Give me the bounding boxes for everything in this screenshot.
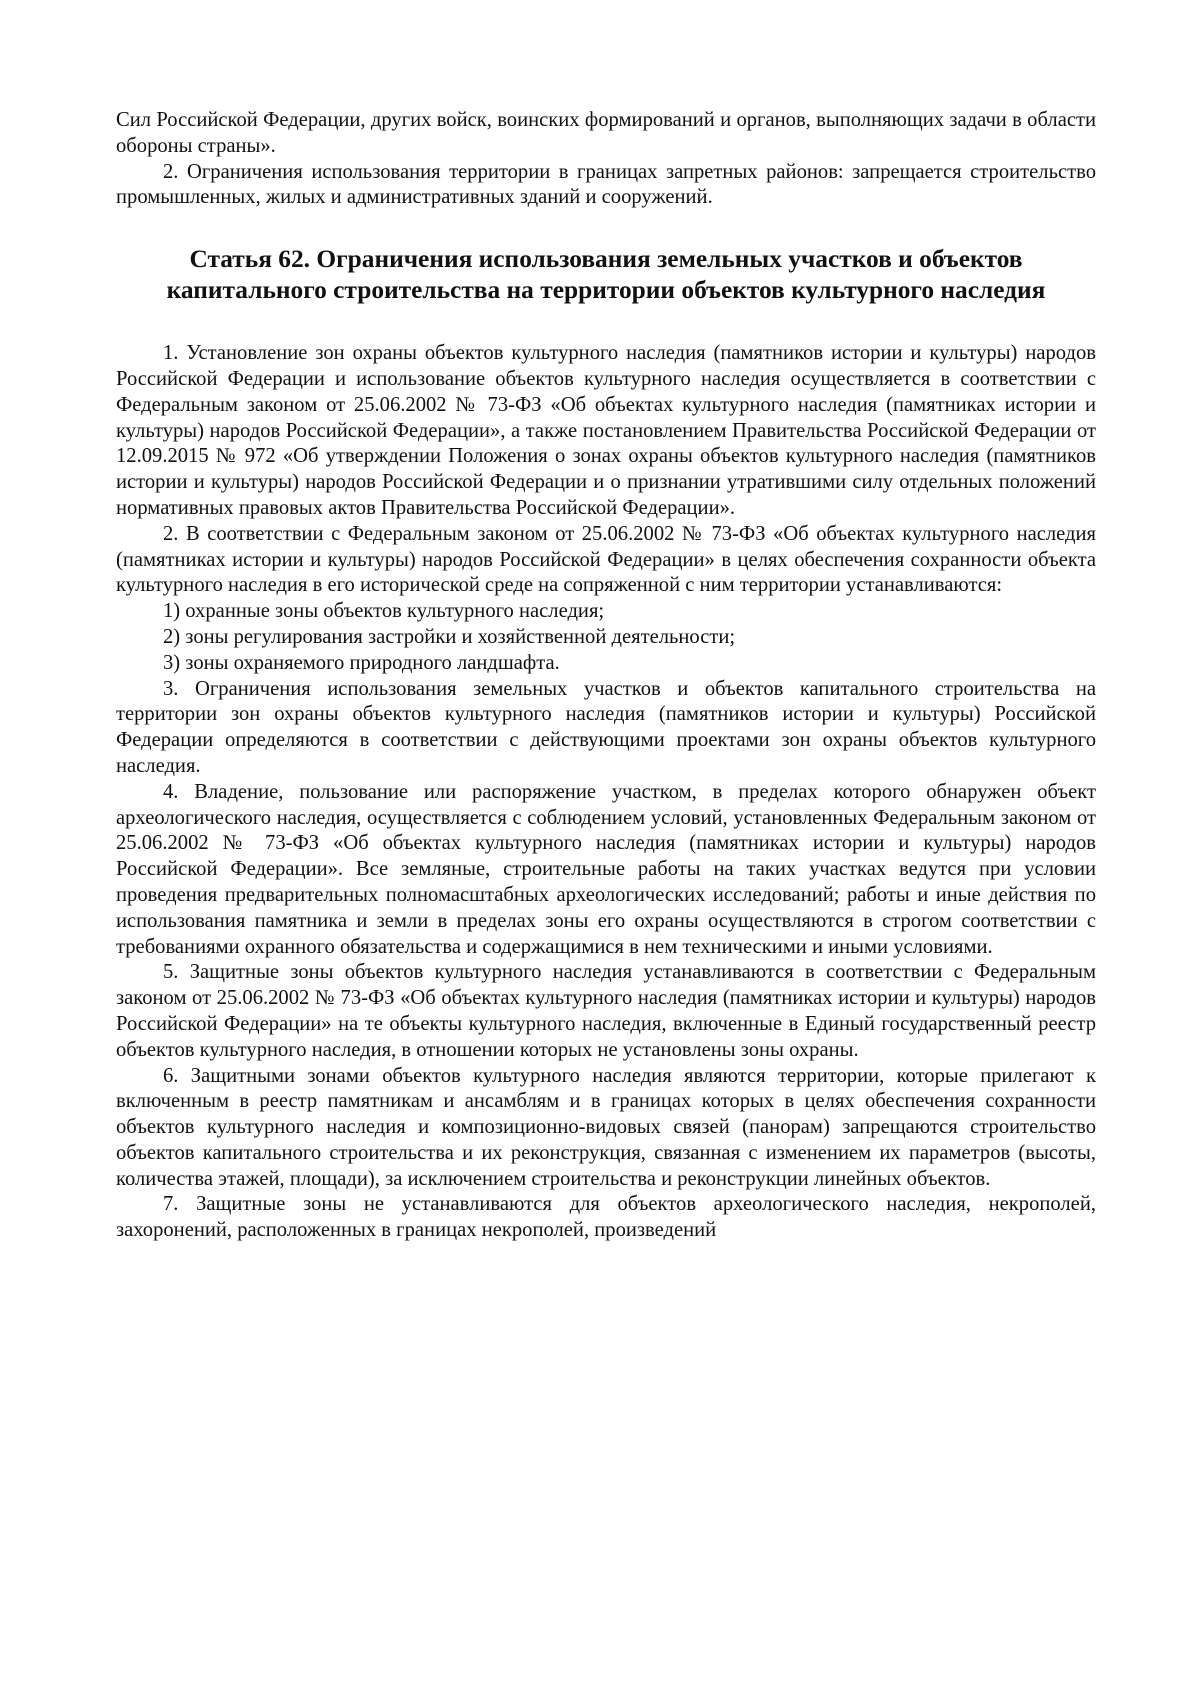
article-list-item-3: 3) зоны охраняемого природного ландшафта. (163, 651, 560, 674)
article-paragraph-5: 5. Защитные зоны объектов культурного наследия устанавливаются в соответствии с Федеральным законом от 25.06.2002 № 73-ФЗ «Об объектах культурного наследия (памятниках истории и культуры) народов Российской Федерации» на те объекты культурного наследия, включенные в Единый государственный реестр объектов культурного наследия, в отношении которых не установлены зоны охраны. (116, 961, 1096, 1061)
article-list-item-2: 2) зоны регулирования застройки и хозяйственной деятельности; (163, 625, 736, 648)
intro-item-2: 2. Ограничения использования территории в границах запретных районов: запрещается строительство промышленных, жилых и административных зданий и сооружений. (116, 160, 1096, 209)
article-paragraph-4: 4. Владение, пользование или распоряжение участком, в пределах которого обнаружен объект археологического наследия, осуществляется с соблюдением условий, установленных Федеральным законом от 25.06.2002 № 73-ФЗ «Об объектах культурного наследия (памятниках истории и культуры) народов Российской Федерации». Все земляные, строительные работы на таких участках ведутся при условии проведения предварительных полномасштабных археологических исследований; работы и иные действия по использования памятника и земли в пределах зоны его охраны осуществляются в строгом соответствии с требованиями охранного обязательства и содержащимися в нем техническими и иными условиями. (116, 780, 1096, 958)
article-title: Статья 62. Ограничения использования земельных участков и объектов капитального строительства на территории объектов культурного наследия (166, 245, 1046, 305)
intro-continuation: Сил Российской Федерации, других войск, воинских формирований и органов, выполняющих задачи в области обороны страны». (116, 109, 1096, 157)
article-paragraph-7: 7. Защитные зоны не устанавливаются для объектов археологического наследия, некрополей, захоронений, расположенных в границах некрополей, произведений (116, 1193, 1096, 1242)
article-paragraph-3: 3. Ограничения использования земельных участков и объектов капитального строительства на территории зон охраны объектов культурного наследия (памятников истории и культуры) Российской Федерации определяются в соответствии с действующими проектами зон охраны объектов культурного наследия. (116, 677, 1096, 777)
document-page (116, 108, 1096, 1244)
article-paragraph-6: 6. Защитными зонами объектов культурного наследия являются территории, которые прилегают к включенным в реестр памятникам и ансамблям и в границах которых в целях обеспечения сохранности объектов культурного наследия и композиционно-видовых связей (панорам) запрещаются строительство объектов капитального строительства и их реконструкция, связанная с изменением их параметров (высоты, количества этажей, площади), за исключением строительства и реконструкции линейных объектов. (116, 1064, 1096, 1190)
article-list-item-1: 1) охранные зоны объектов культурного наследия; (163, 600, 605, 623)
article-paragraph-2: 2. В соответствии с Федеральным законом от 25.06.2002 № 73-ФЗ «Об объектах культурного наследия (памятниках истории и культуры) народов Российской Федерации» в целях обеспечения сохранности объекта культурного наследия в его исторической среде на сопряженной с ним территории устанавливаются: (116, 522, 1096, 597)
article-paragraph-1: 1. Установление зон охраны объектов культурного наследия (памятников истории и культуры) народов Российской Федерации и использование объектов культурного наследия осуществляется в соответствии с Федеральным законом от 25.06.2002 № 73-ФЗ «Об объектах культурного наследия (памятниках истории и культуры) народов Российской Федерации», а также постановлением Правительства Российской Федерации от 12.09.2015 № 972 «Об утверждении Положения о зонах охраны объектов культурного наследия (памятников истории и культуры) народов Российской Федерации и о признании утратившими силу отдельных положений нормативных правовых актов Правительства Российской Федерации». (116, 342, 1096, 519)
